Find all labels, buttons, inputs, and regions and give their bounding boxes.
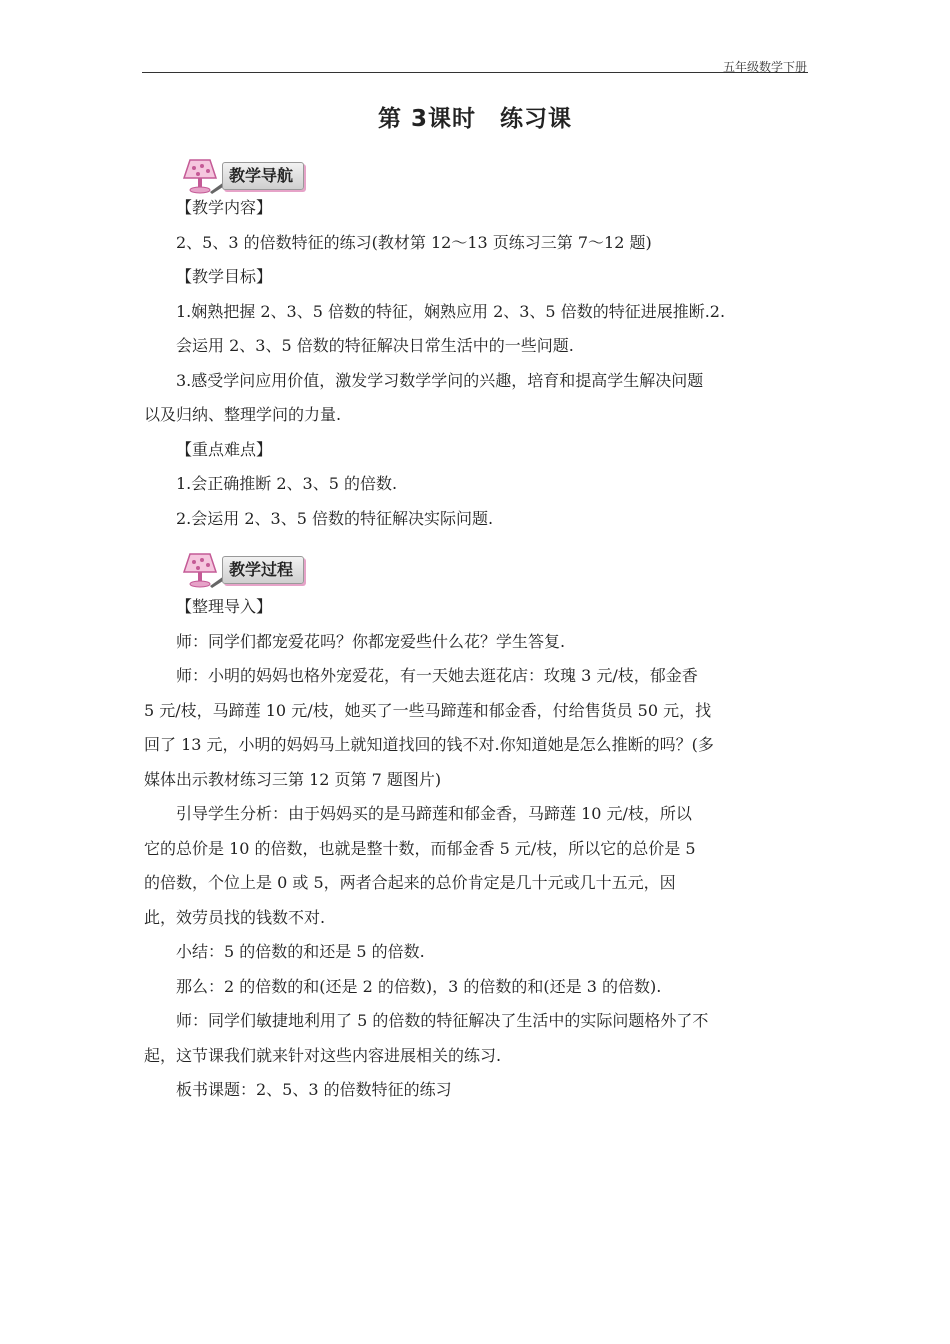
paragraph-line: 小结：5 的倍数的和还是 5 的倍数.	[176, 942, 425, 961]
heading-teaching-content: 【教学内容】	[176, 198, 273, 217]
paragraph-line: 师：同学们敏捷地利用了 5 的倍数的特征解决了生活中的实际问题格外了不	[176, 1011, 709, 1030]
heading-teaching-goals: 【教学目标】	[176, 267, 273, 286]
paragraph-line: 5 元/枝，马蹄莲 10 元/枝，她买了一些马蹄莲和郁金香，付给售货员 50 元，找	[144, 700, 712, 720]
paragraph-line: 引导学生分析：由于妈妈买的是马蹄莲和郁金香，马蹄莲 10 元/枝，所以	[176, 804, 692, 823]
paragraph-line: 那么：2 的倍数的和(还是 2 的倍数)，3 的倍数的和(还是 3 的倍数).	[176, 976, 662, 996]
paragraph-line: 2.会运用 2、3、5 倍数的特征解决实际问题.	[176, 508, 494, 528]
paragraph-line: 的倍数，个位上是 0 或 5，两者合起来的总价肯定是几十元或几十五元，因	[144, 873, 676, 892]
section-process-body	[144, 590, 810, 1108]
paragraph-line: 它的总价是 10 的倍数，也就是整十数，而郁金香 5 元/枝，所以它的总价是 5	[144, 838, 696, 858]
lamp-icon	[180, 550, 226, 590]
section-badge-label: 教学过程	[222, 556, 304, 584]
paragraph-line: 3.感受学问应用价值，激发学习数学学问的兴趣，培育和提高学生解决问题	[176, 370, 704, 390]
paragraph-line: 师：小明的妈妈也格外宠爱花，有一天她去逛花店：玫瑰 3 元/枝，郁金香	[176, 666, 698, 685]
section-badge-process	[180, 550, 326, 590]
page-title: 第 3课时 练习课	[377, 106, 572, 132]
paragraph-line: 媒体出示教材练习三第 12 页第 7 题图片)	[144, 769, 442, 789]
lamp-icon	[180, 156, 226, 196]
heading-key-points: 【重点难点】	[176, 439, 273, 459]
section-badge-navigation	[180, 156, 326, 196]
paragraph-line: 1.娴熟把握 2、3、5 倍数的特征，娴熟应用 2、3、5 倍数的特征进展推断.2.	[176, 301, 726, 321]
paragraph-line: 此，效劳员找的钱数不对.	[144, 907, 326, 927]
paragraph-line: 以及归纳、整理学问的力量.	[144, 405, 342, 424]
paragraph-line: 会运用 2、3、5 倍数的特征解决日常生活中的一些问题.	[176, 336, 574, 355]
paragraph-line: 回了 13 元，小明的妈妈马上就知道找回的钱不对.你知道她是怎么推断的吗？(多	[144, 735, 714, 754]
header-rule	[142, 72, 808, 73]
section-navigation-body	[144, 191, 810, 536]
paragraph-line: 板书课题：2、5、3 的倍数特征的练习	[176, 1080, 452, 1099]
paragraph-line: 1.会正确推断 2、3、5 的倍数.	[176, 474, 398, 493]
paragraph-line: 2、5、3 的倍数特征的练习(教材第 12～13 页练习三第 7～12 题)	[176, 232, 652, 252]
paragraph-line: 起，这节课我们就来针对这些内容进展相关的练习.	[144, 1045, 502, 1065]
header-label: 五年级数学下册	[722, 60, 807, 74]
section-badge-label: 教学导航	[222, 162, 304, 190]
paragraph-line: 师：同学们都宠爱花吗？你都宠爱些什么花？学生答复.	[176, 631, 566, 651]
heading-review-intro: 【整理导入】	[176, 597, 273, 616]
